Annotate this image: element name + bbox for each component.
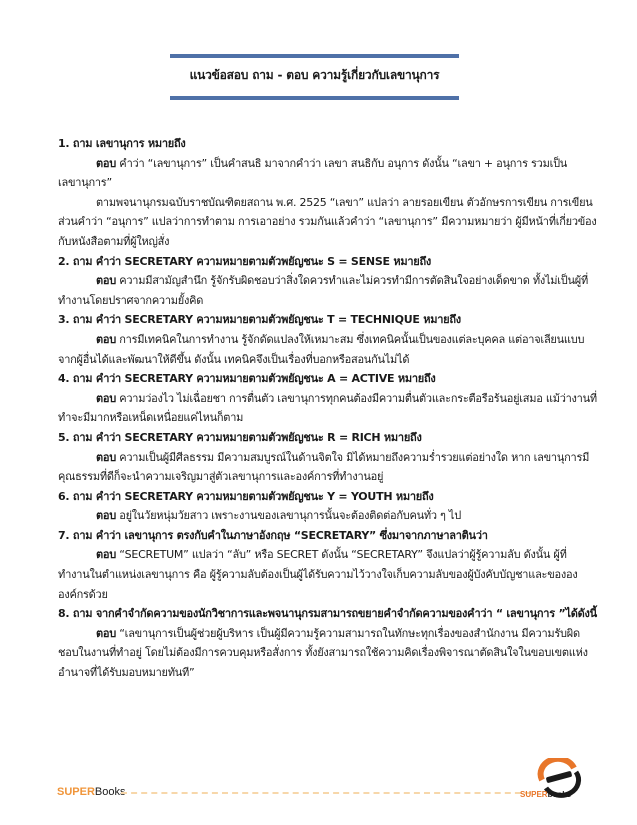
answer-1 — [58, 154, 598, 193]
answer-label: ตอบ — [96, 274, 116, 288]
footer-brand-super: SUPER — [57, 786, 95, 798]
qa-content — [58, 134, 598, 683]
answer-4 — [58, 389, 598, 428]
logo-super: SUPER — [520, 790, 548, 799]
question-4: 4. ถาม คำว่า SECRETARY ความหมายตามตัวพยัญชนะ A = ACTIVE หมายถึง — [58, 372, 436, 386]
answer-label: ตอบ — [96, 332, 116, 346]
logo-books: books — [547, 790, 572, 799]
question-2: 2. ถาม คำว่า SECRETARY ความหมายตามตัวพยัญชนะ S = SENSE หมายถึง — [58, 254, 432, 268]
title-rule-top — [170, 54, 459, 58]
footer-divider — [121, 792, 531, 794]
answer-text: “เลขานุการเป็นผู้ช่วยผู้บริหาร เป็นผู้มีความรู้ความสามารถในทักษะทุกเรื่องของสำนักงาน มีความรับผิดชอบในงานที่ทำอยู่ โดยไม่ต้องมีการควบคุมหรือสั่งการ ทั้งยังสามารถใช้ความคิดเรื่องพิจารณาตัดสินใจในขอบเขตแห่งอำนาจที่ได้รับมอบหมายทันที” — [58, 626, 588, 680]
logo-wordmark — [520, 790, 571, 799]
answer-7 — [58, 545, 598, 604]
answer-label: ตอบ — [96, 156, 116, 170]
question-6: 6. ถาม คำว่า SECRETARY ความหมายตามตัวพยัญชนะ Y = YOUTH หมายถึง — [58, 489, 434, 503]
answer-8 — [58, 624, 598, 683]
answer-label: ตอบ — [96, 450, 116, 464]
footer-brand — [57, 786, 125, 798]
question-1: 1. ถาม เลขานุการ หมายถึง — [58, 137, 186, 150]
answer-label: ตอบ — [96, 391, 116, 405]
answer-5 — [58, 448, 598, 487]
answer-text: การมีเทคนิคในการทำงาน รู้จักดัดแปลงให้เหมาะสม ซึ่งเทคนิคนั้นเป็นของแต่ละบุคคล แต่อาจเลียนแบบจากผู้อื่นได้และพัฒนาให้ดีขึ้น ดังนั้น เทคนิคจึงเป็นเรื่องที่บอกหรือสอนกันไม่ได้ — [58, 332, 585, 366]
answer-text: อยู่ในวัยหนุ่มวัยสาว เพราะงานของเลขานุการนั้นจะต้องติดต่อกับคนทั่ว ๆ ไป — [119, 509, 461, 523]
answer-3 — [58, 330, 598, 369]
question-3: 3. ถาม คำว่า SECRETARY ความหมายตามตัวพยัญชนะ T = TECHNIQUE หมายถึง — [58, 313, 461, 327]
answer-text: “SECRETUM” แปลว่า “ลับ” หรือ SECRET ดังนั้น “SECRETARY” จึงแปลว่าผู้รู้ความลับ ดังนั้น ผู้ที่ทำงานในตำแหน่งเลขานุการ คือ ผู้รู้ความลับต้องเป็นผู้ได้รับความไว้วางใจเก็บความลับของผู้บังคับบัญชาและของององค์กรด้วย — [58, 548, 578, 601]
question-7: 7. ถาม คำว่า เลขานุการ ตรงกับคำในภาษาอังกฤษ “SECRETARY” ซึ่งมาจากภาษาลาตินว่า — [58, 528, 488, 542]
answer-text: ความเป็นผู้มีศีลธรรม มีความสมบูรณ์ในด้านจิตใจ มิได้หมายถึงความร่ำรวยแต่อย่างใด หาก เลขานุการมีคุณธรรมที่ดีก็จะนำความเจริญมาสู่ตัวเลขานุการและองค์การที่ทำงานอยู่ — [58, 450, 590, 484]
answer-text: ความว่องไว ไม่เฉื่อยชา การตื่นตัว เลขานุการทุกคนต้องมีความตื่นตัวและกระตือรือร้นอยู่เสมอ แม้ว่างานที่ทำจะมีมากหรือเหน็ดเหนื่อยแค่ไหนก็ตาม — [58, 391, 597, 425]
answer-1-extra: ตามพจนานุกรมฉบับราชบัณฑิตยสถาน พ.ศ. 2525 “เลขา” แปลว่า ลายรอยเขียน ตัวอักษรการเขียน การเขียนส่วนคำว่า “อนุการ” แปลว่าการทำตาม การเอาอย่าง รวมกันแล้วคำว่า “เลขานุการ” มีความหมายว่า ผู้มีหน้าที่เกี่ยวข้องกับหนังสือตามที่ผู้ใหญ่สั่ง — [58, 195, 597, 248]
answer-2 — [58, 271, 598, 310]
question-8: 8. ถาม จากคำจำกัดความของนักวิชาการและพจนานุกรมสามารถขยายคำจำกัดความของคำว่า “ เลขานุการ ”ได้ดังนี้ — [58, 607, 597, 621]
footer-brand-books: Books — [94, 786, 126, 798]
answer-label: ตอบ — [96, 548, 116, 562]
document-title: แนวข้อสอบ ถาม - ตอบ ความรู้เกี่ยวกับเลขานุการ — [189, 68, 440, 82]
title-rule-bottom — [170, 96, 459, 100]
answer-label: ตอบ — [96, 626, 116, 640]
answer-text: คำว่า “เลขานุการ” เป็นคำสนธิ มาจากคำว่า เลขา สนธิกับ อนุการ ดังนั้น “เลขา + อนุการ รวมเป็นเลขานุการ” — [58, 156, 568, 190]
question-5: 5. ถาม คำว่า SECRETARY ความหมายตามตัวพยัญชนะ R = RICH หมายถึง — [58, 430, 422, 444]
answer-text: ความมีสามัญสำนึก รู้จักรับผิดชอบว่าสิ่งใดควรทำและไม่ควรทำมีการตัดสินใจอย่างเด็ดขาด ทั้งไม่เป็นผู้ที่ทำงานโดยปราศจากความยั้งคิด — [58, 274, 588, 307]
answer-6 — [58, 506, 598, 526]
answer-label: ตอบ — [96, 509, 116, 523]
